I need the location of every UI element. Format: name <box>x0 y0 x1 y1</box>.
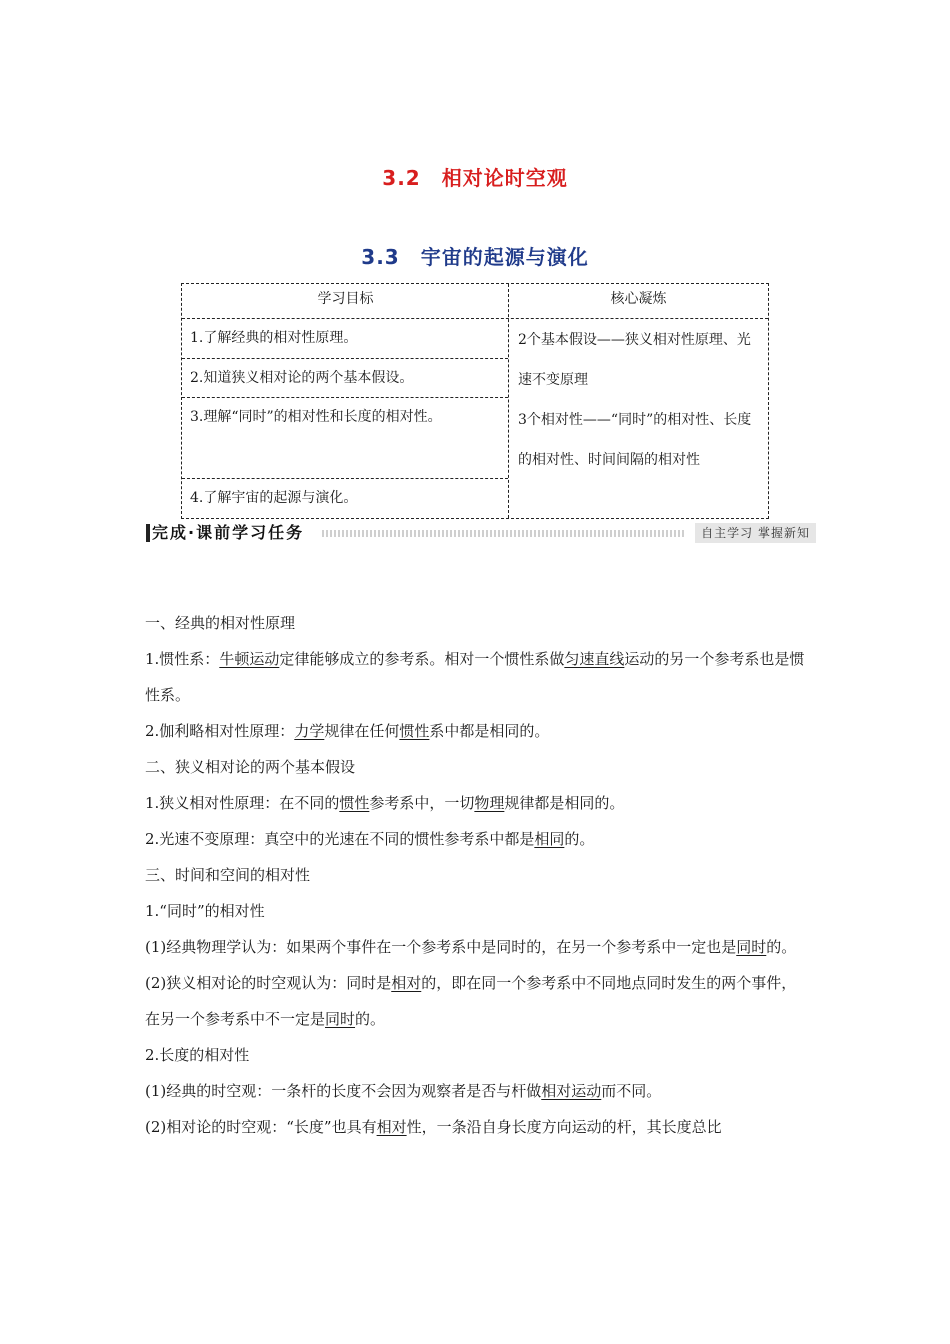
fill-blank-answer: 惯性 <box>399 722 430 740</box>
paragraph: (1)经典物理学认为：如果两个事件在一个参考系中是同时的，在另一个参考系中一定也是同时的。 <box>145 938 797 956</box>
core-summary <box>518 320 758 480</box>
banner-stripe <box>322 530 686 537</box>
paragraph: 2.伽利略相对性原理：力学规律在任何惯性系中都是相同的。 <box>145 722 550 740</box>
section-title-3-3: 3.3 宇宙的起源与演化 <box>361 245 589 269</box>
fill-blank-answer: 同时 <box>736 938 767 956</box>
fill-blank-answer: 相对 <box>376 1118 407 1136</box>
table-divider-vertical <box>508 284 509 518</box>
fill-blank-answer: 同时 <box>325 1010 356 1028</box>
paragraph: 2.光速不变原理：真空中的光速在不同的惯性参考系中都是相同的。 <box>145 830 595 848</box>
paragraph: 1.狭义相对性原理：在不同的惯性参考系中，一切物理规律都是相同的。 <box>145 794 625 812</box>
table-header-core: 核心凝炼 <box>610 291 667 307</box>
table-header-objectives: 学习目标 <box>317 291 374 307</box>
section-heading: 一、经典的相对性原理 <box>145 614 296 632</box>
fill-blank-answer: 惯性 <box>339 794 370 812</box>
paragraph: (2)相对论的时空观：“长度”也具有相对性，一条沿自身长度方向运动的杆，其长度总比 <box>145 1118 722 1136</box>
paragraph: (1)经典的时空观：一条杆的长度不会因为观察者是否与杆做相对运动而不同。 <box>145 1082 662 1100</box>
section-heading: 二、狭义相对论的两个基本假设 <box>145 758 356 776</box>
section-banner <box>146 522 816 544</box>
lesson-content <box>145 605 810 1145</box>
objective-item: 2.知道狭义相对论的两个基本假设。 <box>190 370 414 386</box>
section-heading: 三、时间和空间的相对性 <box>145 866 311 884</box>
fill-blank-answer: 物理 <box>474 794 505 812</box>
objective-item: 1.了解经典的相对性原理。 <box>190 330 358 346</box>
objectives-table <box>181 283 769 519</box>
core-item: 2个基本假设——狭义相对性原理、光速不变原理 <box>518 332 751 388</box>
fill-blank-answer: 相同 <box>534 830 565 848</box>
banner-label: 完成·课前学习任务 <box>152 523 305 542</box>
core-item: 3个相对性——“同时”的相对性、长度的相对性、时间间隔的相对性 <box>518 412 752 468</box>
banner-tag: 自主学习 掌握新知 <box>695 523 816 543</box>
objective-item: 3.理解“同时”的相对性和长度的相对性。 <box>190 409 442 425</box>
paragraph: 2.长度的相对性 <box>145 1046 250 1064</box>
paragraph: 1.“同时”的相对性 <box>145 902 265 920</box>
banner-bar <box>146 524 150 542</box>
fill-blank-answer: 相对 <box>391 974 422 992</box>
paragraph: (2)狭义相对论的时空观认为：同时是相对的，即在同一个参考系中不同地点同时发生的两个事件，在另一个参考系中不一定是同时的。 <box>145 974 797 1028</box>
paragraph: 1.惯性系：牛顿运动定律能够成立的参考系。相对一个惯性系做匀速直线运动的另一个参考系也是惯性系。 <box>145 650 805 704</box>
fill-blank-answer: 匀速直线 <box>564 650 625 668</box>
fill-blank-answer: 力学 <box>294 722 325 740</box>
section-title-3-2: 3.2 相对论时空观 <box>382 166 568 190</box>
fill-blank-answer: 相对运动 <box>541 1082 602 1100</box>
fill-blank-answer: 牛顿运动 <box>219 650 280 668</box>
objective-item: 4.了解宇宙的起源与演化。 <box>190 490 358 506</box>
